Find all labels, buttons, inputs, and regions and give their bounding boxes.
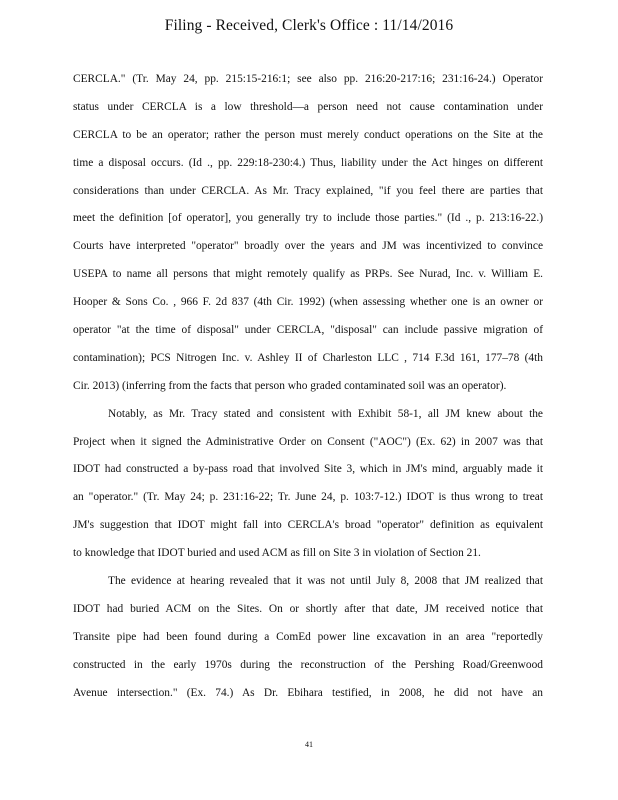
document-body	[73, 66, 543, 707]
text-line: Hooper & Sons Co. , 966 F. 2d 837 (4th Cir. 1992) (when assessing whether one is an owner or	[73, 296, 543, 309]
text-line: to knowledge that IDOT buried and used ACM as fill on Site 3 in violation of Section 21.	[73, 547, 481, 560]
text-line: operator "at the time of disposal" under CERCLA, "disposal" can include passive migration of	[73, 324, 543, 337]
paragraph-first-line: The evidence at hearing revealed that it was not until July 8, 2008 that JM realized that	[108, 575, 543, 588]
text-line: constructed in the early 1970s during the reconstruction of the Pershing Road/Greenwood	[73, 658, 543, 671]
filing-header: Filing - Received, Clerk's Office : 11/14/2016	[164, 17, 454, 34]
text-line: status under CERCLA is a low threshold—a person need not cause contamination under	[73, 100, 543, 113]
text-line: USEPA to name all persons that might remotely qualify as PRPs. See Nurad, Inc. v. William E.	[73, 268, 543, 281]
paragraph-first-line: Notably, as Mr. Tracy stated and consistent with Exhibit 58-1, all JM knew about the	[108, 407, 543, 420]
text-line: Cir. 2013) (inferring from the facts that person who graded contaminated soil was an operator).	[73, 379, 507, 392]
text-line: IDOT had constructed a by-pass road that involved Site 3, which in JM's mind, arguably made it	[73, 463, 543, 476]
text-line: Courts have interpreted "operator" broadly over the years and JM was incentivized to convince	[73, 240, 543, 253]
text-line: IDOT had buried ACM on the Sites. On or shortly after that date, JM received notice that	[73, 602, 543, 615]
text-line: time a disposal occurs. (Id ., pp. 229:18-230:4.) Thus, liability under the Act hinges on different	[73, 156, 543, 169]
text-line: contamination); PCS Nitrogen Inc. v. Ashley II of Charleston LLC , 714 F.3d 161, 177–78 (4th	[73, 351, 543, 364]
text-line: considerations than under CERCLA. As Mr. Tracy explained, "if you feel there are parties that	[73, 184, 543, 197]
page-number: 41	[305, 740, 313, 749]
text-line: Avenue intersection." (Ex. 74.) As Dr. Ebihara testified, in 2008, he did not have an	[73, 686, 543, 699]
text-line: meet the definition [of operator], you generally try to include those parties." (Id ., p. 213:16-22.)	[73, 212, 543, 225]
text-line: CERCLA." (Tr. May 24, pp. 215:15-216:1; see also pp. 216:20-217:16; 231:16-24.) Operator	[73, 73, 543, 85]
text-line: Transite pipe had been found during a ComEd power line excavation in an area "reportedly	[73, 630, 543, 643]
text-line: an "operator." (Tr. May 24; p. 231:16-22; Tr. June 24, p. 103:7-12.) IDOT is thus wrong to treat	[73, 491, 543, 504]
text-line: JM's suggestion that IDOT might fall into CERCLA's broad "operator" definition as equivalent	[73, 519, 543, 532]
text-line: Project when it signed the Administrative Order on Consent ("AOC") (Ex. 62) in 2007 was that	[73, 435, 543, 448]
text-line: CERCLA to be an operator; rather the person must merely conduct operations on the Site at the	[73, 128, 543, 141]
